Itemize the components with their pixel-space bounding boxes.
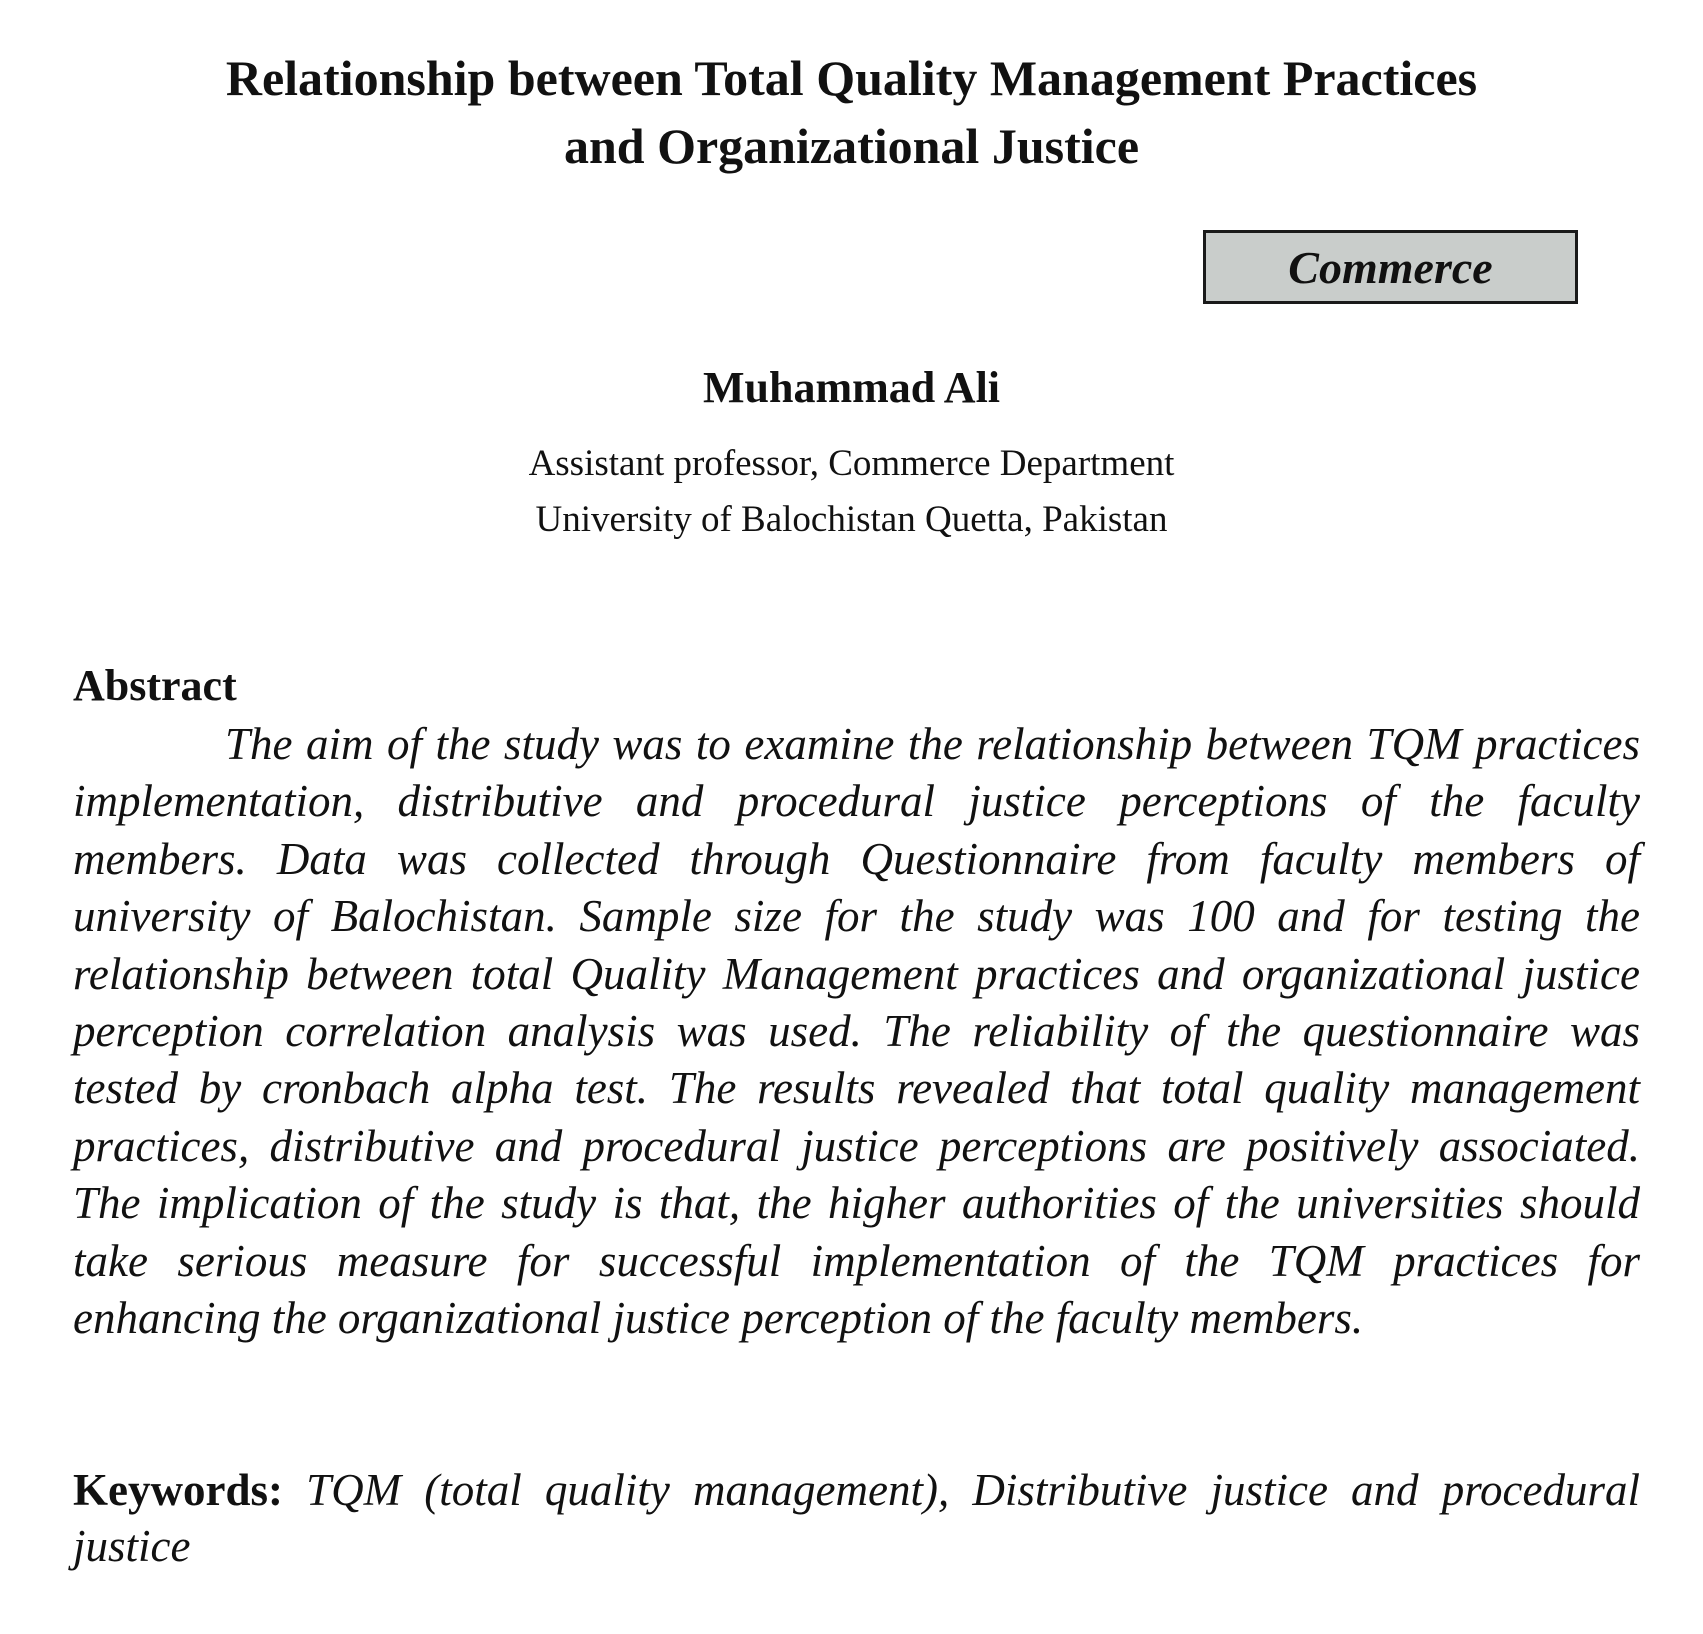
abstract-heading: Abstract bbox=[73, 661, 237, 710]
author-name: Muhammad Ali bbox=[702, 363, 1001, 412]
subject-category-label: Commerce bbox=[1288, 241, 1493, 293]
author-block bbox=[0, 360, 1703, 548]
affiliation-line-2: University of Balochistan Quetta, Pakistan bbox=[535, 499, 1168, 540]
abstract-body: The aim of the study was to examine the relationship between TQM practices implementation, distributive and procedural justice perceptions of the faculty members. Data was collected through Questionnaire from faculty members of university of Balochistan. Sample size for the study was 100 and for testing the relationship between total Quality Management practices and organizational justice perception correlation analysis was used. The reliability of the questionnaire was tested by cronbach alpha test. The results revealed that total quality management practices, distributive and procedural justice perceptions are positively associated. The implication of the study is that, the higher authorities of the universities should take serious measure for successful implementation of the TQM practices for enhancing the organizational justice perception of the faculty members. bbox=[73, 719, 1640, 1344]
paper-title bbox=[60, 44, 1643, 180]
author-affiliation bbox=[0, 436, 1703, 548]
paper-title-line-1: Relationship between Total Quality Management Practices bbox=[225, 50, 1478, 106]
affiliation-line-1: Assistant professor, Commerce Department bbox=[528, 443, 1175, 484]
keywords-line bbox=[73, 1462, 1640, 1574]
keywords-text: TQM (total quality management), Distributive justice and procedural justice bbox=[73, 1465, 1640, 1571]
paper-title-line-2: and Organizational Justice bbox=[563, 118, 1140, 174]
subject-category-badge bbox=[1203, 230, 1578, 304]
keywords-label: Keywords: bbox=[73, 1465, 283, 1515]
